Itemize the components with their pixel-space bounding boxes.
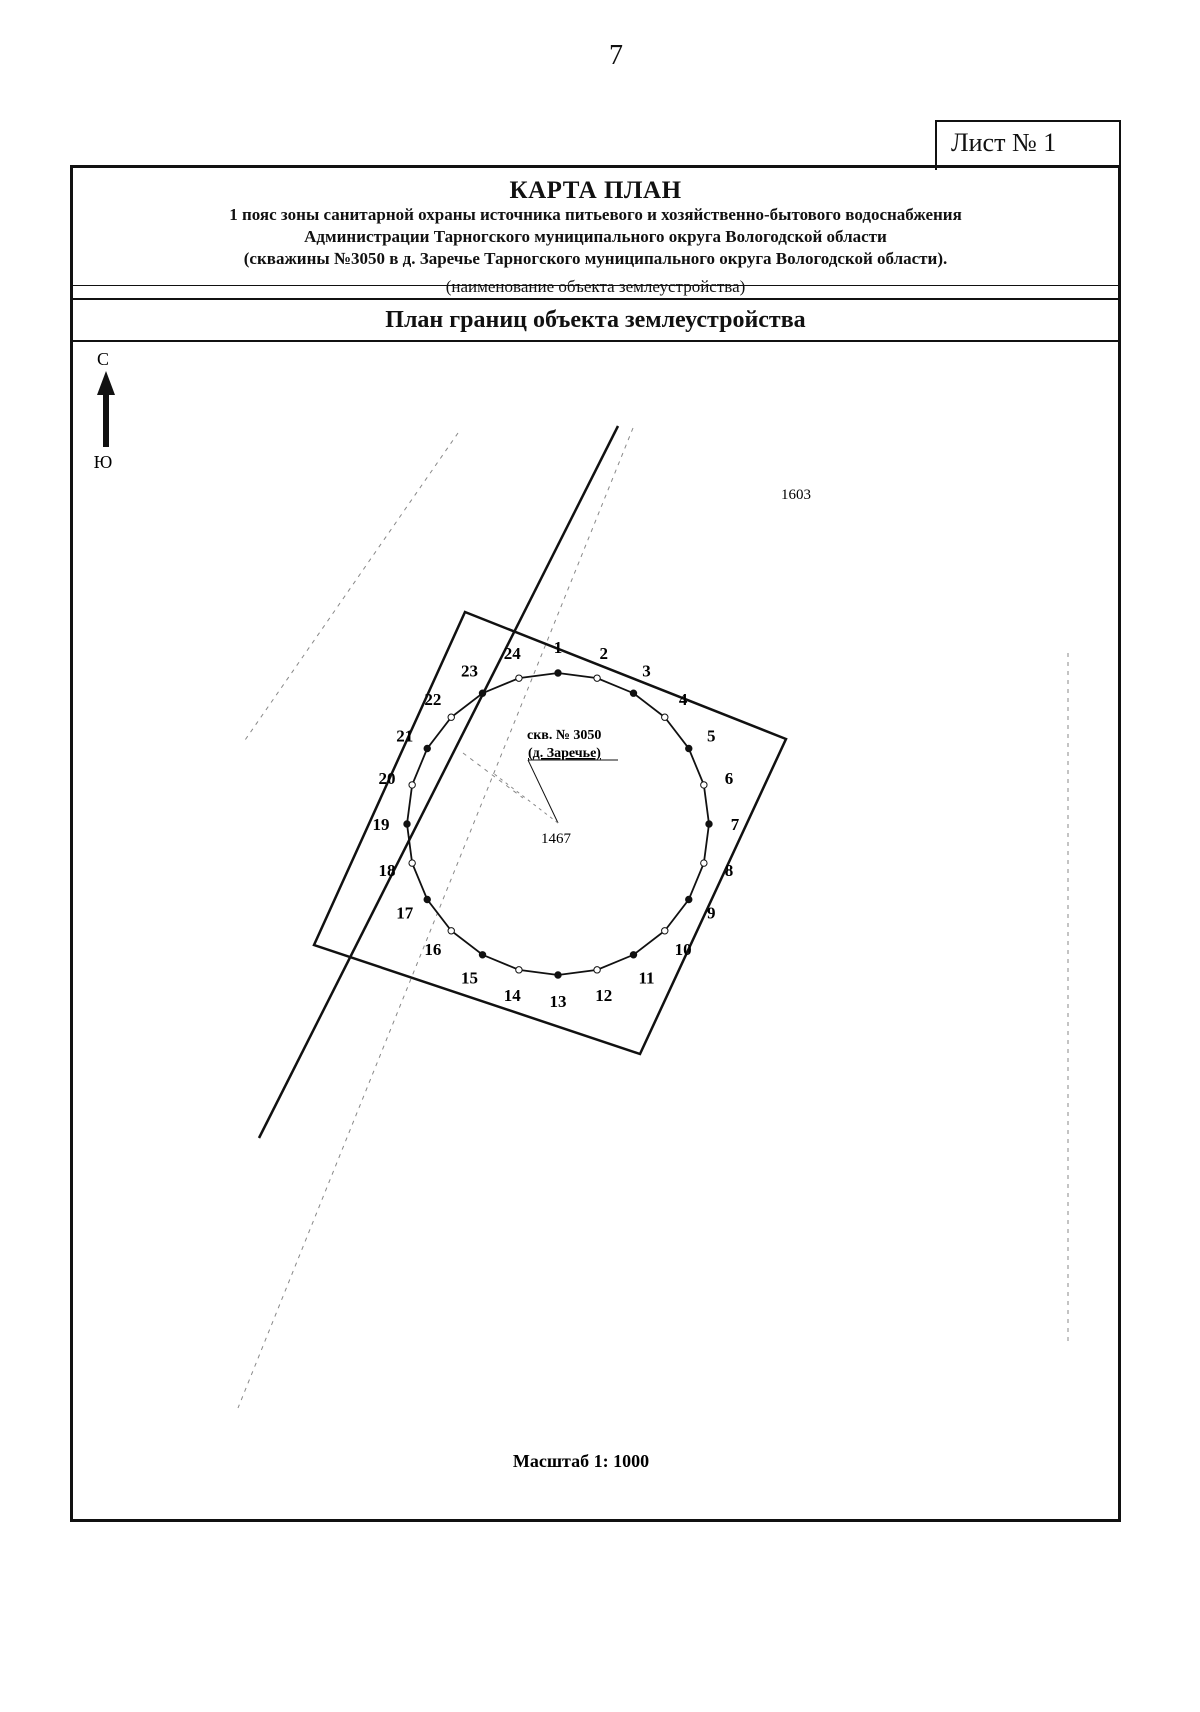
- boundary-point-label: 2: [599, 644, 609, 664]
- south-letter: Ю: [93, 452, 113, 472]
- boundary-point-label: 19: [372, 815, 390, 834]
- well-leader-faint: [493, 773, 558, 823]
- boundary-point-marker: [555, 670, 561, 676]
- map-title: КАРТА ПЛАН: [509, 177, 682, 204]
- page-number: 7: [609, 40, 623, 71]
- boundary-point-label: 23: [461, 661, 478, 681]
- boundary-point-label: 5: [707, 726, 716, 746]
- boundary-point-marker: [662, 928, 668, 934]
- boundary-point-marker: [594, 967, 600, 973]
- parcel-number-1603: 1603: [781, 487, 811, 503]
- well-label-line2: (д. Заречье): [528, 746, 601, 761]
- boundary-point-marker: [424, 745, 430, 751]
- boundary-point-label: 18: [378, 860, 396, 880]
- boundary-point-marker: [686, 896, 692, 902]
- boundary-point-marker: [662, 714, 668, 720]
- boundary-point-marker: [555, 972, 561, 978]
- boundary-point-marker: [516, 675, 522, 681]
- north-arrow: [94, 349, 115, 472]
- parcel-number-1467: 1467: [541, 831, 571, 847]
- boundary-point-marker: [409, 782, 415, 788]
- well-label: [493, 728, 618, 823]
- boundary-circle: [373, 638, 740, 1011]
- boundary-point-marker: [479, 952, 485, 958]
- boundary-point-label: 13: [549, 992, 567, 1011]
- boundary-point-label: 22: [424, 689, 442, 709]
- faint-line-diagonal: [238, 428, 633, 1408]
- boundary-point-label: 16: [424, 940, 442, 960]
- boundary-point-label: 11: [638, 968, 655, 988]
- boundary-point-label: 24: [503, 644, 521, 664]
- boundary-point-label: 8: [724, 860, 734, 880]
- boundary-point-label: 17: [396, 903, 414, 923]
- boundary-point-marker: [448, 928, 454, 934]
- boundary-point-marker: [630, 690, 636, 696]
- boundary-point-marker: [479, 690, 485, 696]
- boundary-point-marker: [404, 821, 410, 827]
- boundary-point-label: 1: [553, 638, 563, 657]
- north-letter: С: [96, 349, 110, 369]
- subtitle-line-1: 1 пояс зоны санитарной охраны источника питьевого и хозяйственно-бытового водоснабжения: [229, 205, 962, 224]
- background-lines: [238, 428, 1068, 1408]
- boundary-point-label: 9: [707, 903, 716, 923]
- sheet-number-box: [935, 120, 1121, 170]
- map-frame: [70, 165, 1121, 1522]
- boundary-point-label: 6: [724, 769, 734, 789]
- boundary-point-label: 14: [503, 985, 521, 1005]
- boundary-point-marker: [706, 821, 712, 827]
- boundary-point-marker: [424, 896, 430, 902]
- road-line: [259, 426, 618, 1138]
- boundary-point-marker: [701, 782, 707, 788]
- boundary-point-marker: [409, 860, 415, 866]
- map-drawing: [73, 343, 1118, 1519]
- boundary-point-marker: [701, 860, 707, 866]
- boundary-point-marker: [630, 952, 636, 958]
- boundary-point-label: 4: [678, 689, 688, 709]
- boundary-point-label: 7: [730, 815, 740, 834]
- subtitle-line-3: (скважины №3050 в д. Заречье Тарногского муниципального округа Вологодской области).: [243, 249, 948, 268]
- boundary-point-label: 20: [378, 769, 396, 789]
- boundary-point-label: 21: [396, 726, 414, 746]
- boundary-point-marker: [516, 967, 522, 973]
- boundary-point-label: 10: [674, 940, 692, 960]
- boundary-point-marker: [686, 745, 692, 751]
- boundary-point-label: 3: [642, 661, 651, 681]
- object-caption: (наименование объекта землеустройства): [445, 277, 746, 296]
- sheet-number-label: Лист № 1: [951, 128, 1057, 157]
- well-label-line1: скв. № 3050: [527, 728, 602, 743]
- subtitle-line-2: Администрации Тарногского муниципального округа Вологодской области: [304, 227, 887, 246]
- section-title: План границ объекта землеустройства: [73, 300, 1118, 342]
- well-leader-diagonal: [528, 760, 558, 823]
- header-block: [73, 168, 1118, 300]
- scale-label: Масштаб 1: 1000: [512, 1451, 650, 1471]
- boundary-point-label: 12: [595, 985, 613, 1005]
- boundary-point-marker: [594, 675, 600, 681]
- boundary-point-marker: [448, 714, 454, 720]
- faint-line-road: [463, 753, 523, 798]
- north-arrow-head: [97, 371, 115, 395]
- boundary-point-label: 15: [461, 968, 478, 988]
